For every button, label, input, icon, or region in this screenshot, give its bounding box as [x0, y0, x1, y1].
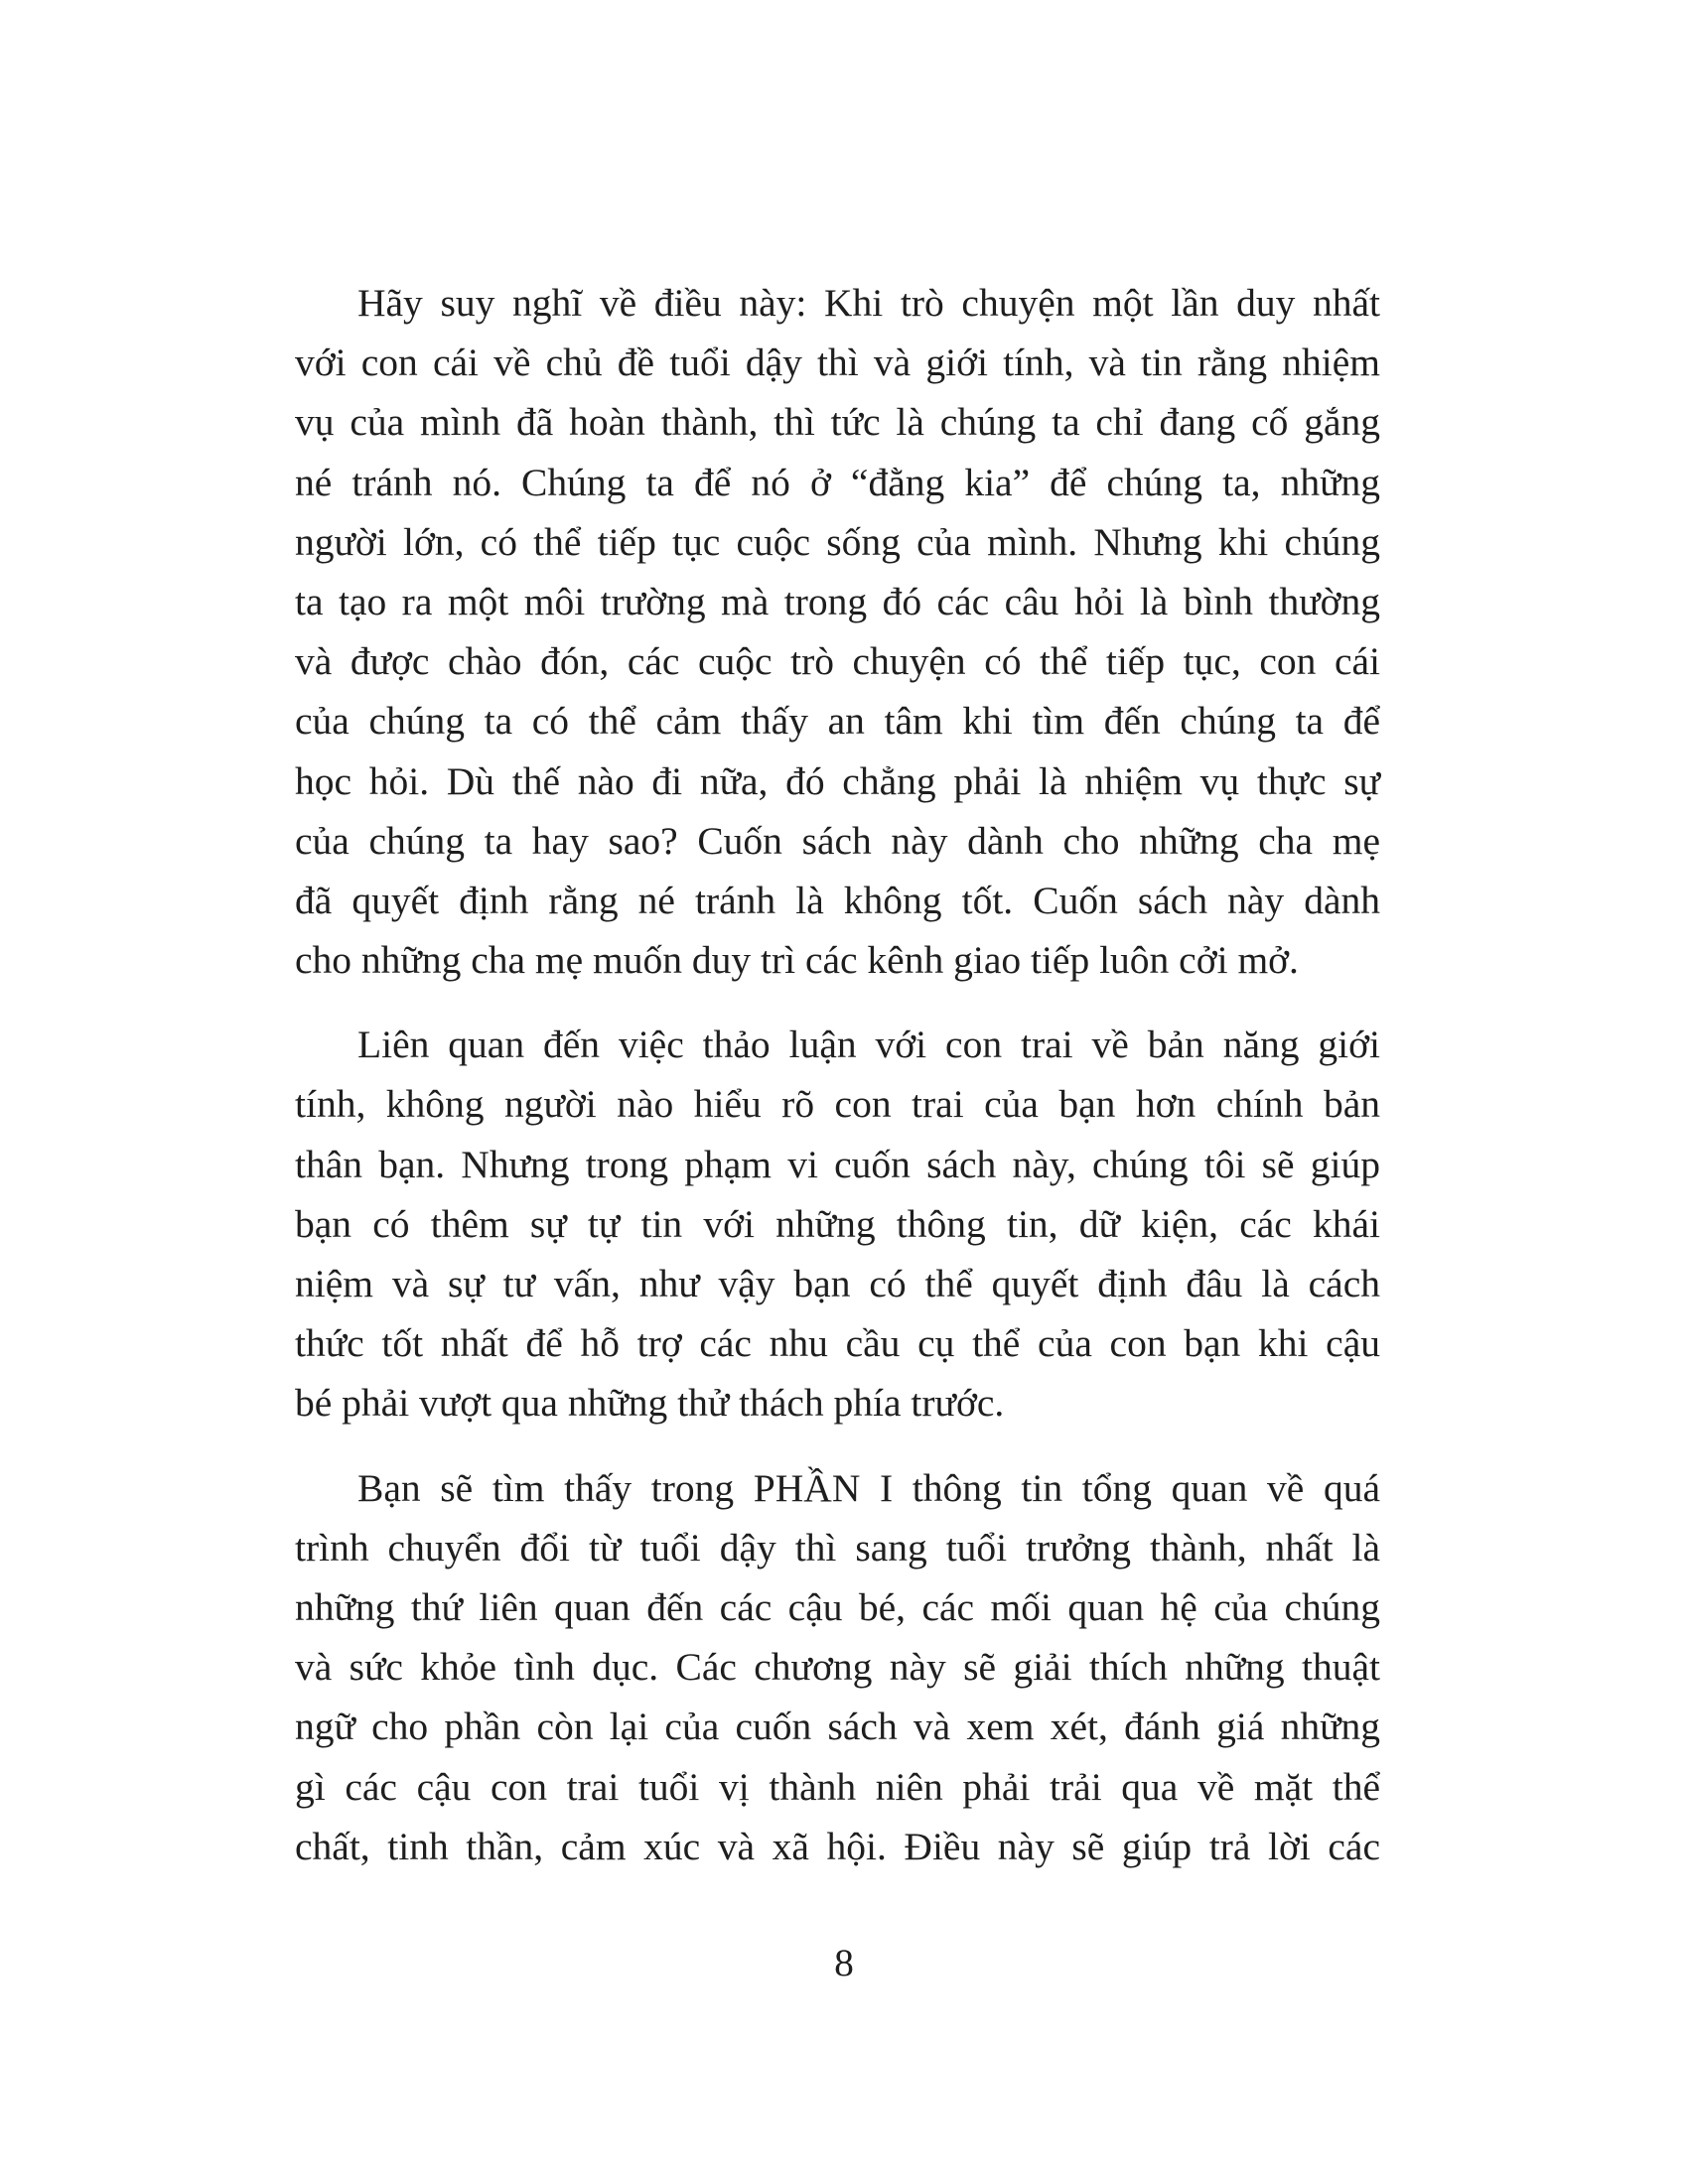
page-body [295, 273, 1380, 1901]
text-line: bé phải vượt qua những thử thách phía trước. [295, 1381, 1005, 1426]
text-line: ngữ cho phần còn lại của cuốn sách và xem xét, đánh giá những [295, 1705, 1380, 1749]
text-line: Hãy suy nghĩ về điều này: Khi trò chuyện một lần duy nhất [357, 281, 1380, 325]
text-line: trình chuyển đổi từ tuổi dậy thì sang tuổi trưởng thành, nhất là [295, 1525, 1380, 1570]
text-line: bạn có thêm sự tự tin với những thông tin, dữ kiện, các khái [295, 1201, 1380, 1246]
text-line: của chúng ta hay sao? Cuốn sách này dành cho những cha mẹ [295, 818, 1380, 863]
paragraph-3 [295, 1458, 1380, 1876]
text-line: đã quyết định rằng né tránh là không tốt. Cuốn sách này dành [295, 878, 1380, 922]
text-line: người lớn, có thể tiếp tục cuộc sống của mình. Nhưng khi chúng [295, 519, 1380, 564]
paragraph-1 [295, 273, 1380, 990]
text-line: cho những cha mẹ muốn duy trì các kênh giao tiếp luôn cởi mở. [295, 938, 1299, 983]
text-line: với con cái về chủ đề tuổi dậy thì và giới tính, và tin rằng nhiệm [295, 341, 1380, 385]
paragraph-2 [295, 1015, 1380, 1433]
text-line: học hỏi. Dù thế nào đi nữa, đó chẳng phải là nhiệm vụ thực sự [295, 758, 1380, 803]
text-line: và sức khỏe tình dục. Các chương này sẽ giải thích những thuật [295, 1645, 1380, 1690]
text-line: thức tốt nhất để hỗ trợ các nhu cầu cụ thể của con bạn khi cậu [295, 1321, 1380, 1366]
text-line: gì các cậu con trai tuổi vị thành niên phải trải qua về mặt thể [295, 1764, 1380, 1809]
text-line: vụ của mình đã hoàn thành, thì tức là chúng ta chỉ đang cố gắng [295, 400, 1380, 445]
text-line: và được chào đón, các cuộc trò chuyện có thể tiếp tục, con cái [295, 639, 1380, 684]
text-line: Liên quan đến việc thảo luận với con trai về bản năng giới [357, 1023, 1380, 1067]
text-line: Bạn sẽ tìm thấy trong PHẦN I thông tin tổng quan về quá [357, 1465, 1380, 1510]
page-number: 8 [834, 1941, 854, 1984]
text-line: của chúng ta có thể cảm thấy an tâm khi tìm đến chúng ta để [295, 699, 1380, 744]
text-line: thân bạn. Nhưng trong phạm vi cuốn sách này, chúng tôi sẽ giúp [295, 1142, 1380, 1186]
text-line: những thứ liên quan đến các cậu bé, các mối quan hệ của chúng [295, 1584, 1380, 1629]
text-line: tính, không người nào hiểu rõ con trai của bạn hơn chính bản [295, 1082, 1380, 1127]
text-line: chất, tinh thần, cảm xúc và xã hội. Điều này sẽ giúp trả lời các [295, 1824, 1380, 1868]
text-line: ta tạo ra một môi trường mà trong đó các câu hỏi là bình thường [295, 579, 1380, 623]
text-line: né tránh nó. Chúng ta để nó ở “đằng kia” để chúng ta, những [295, 460, 1380, 504]
text-line: niệm và sự tư vấn, như vậy bạn có thể quyết định đâu là cách [295, 1262, 1380, 1305]
